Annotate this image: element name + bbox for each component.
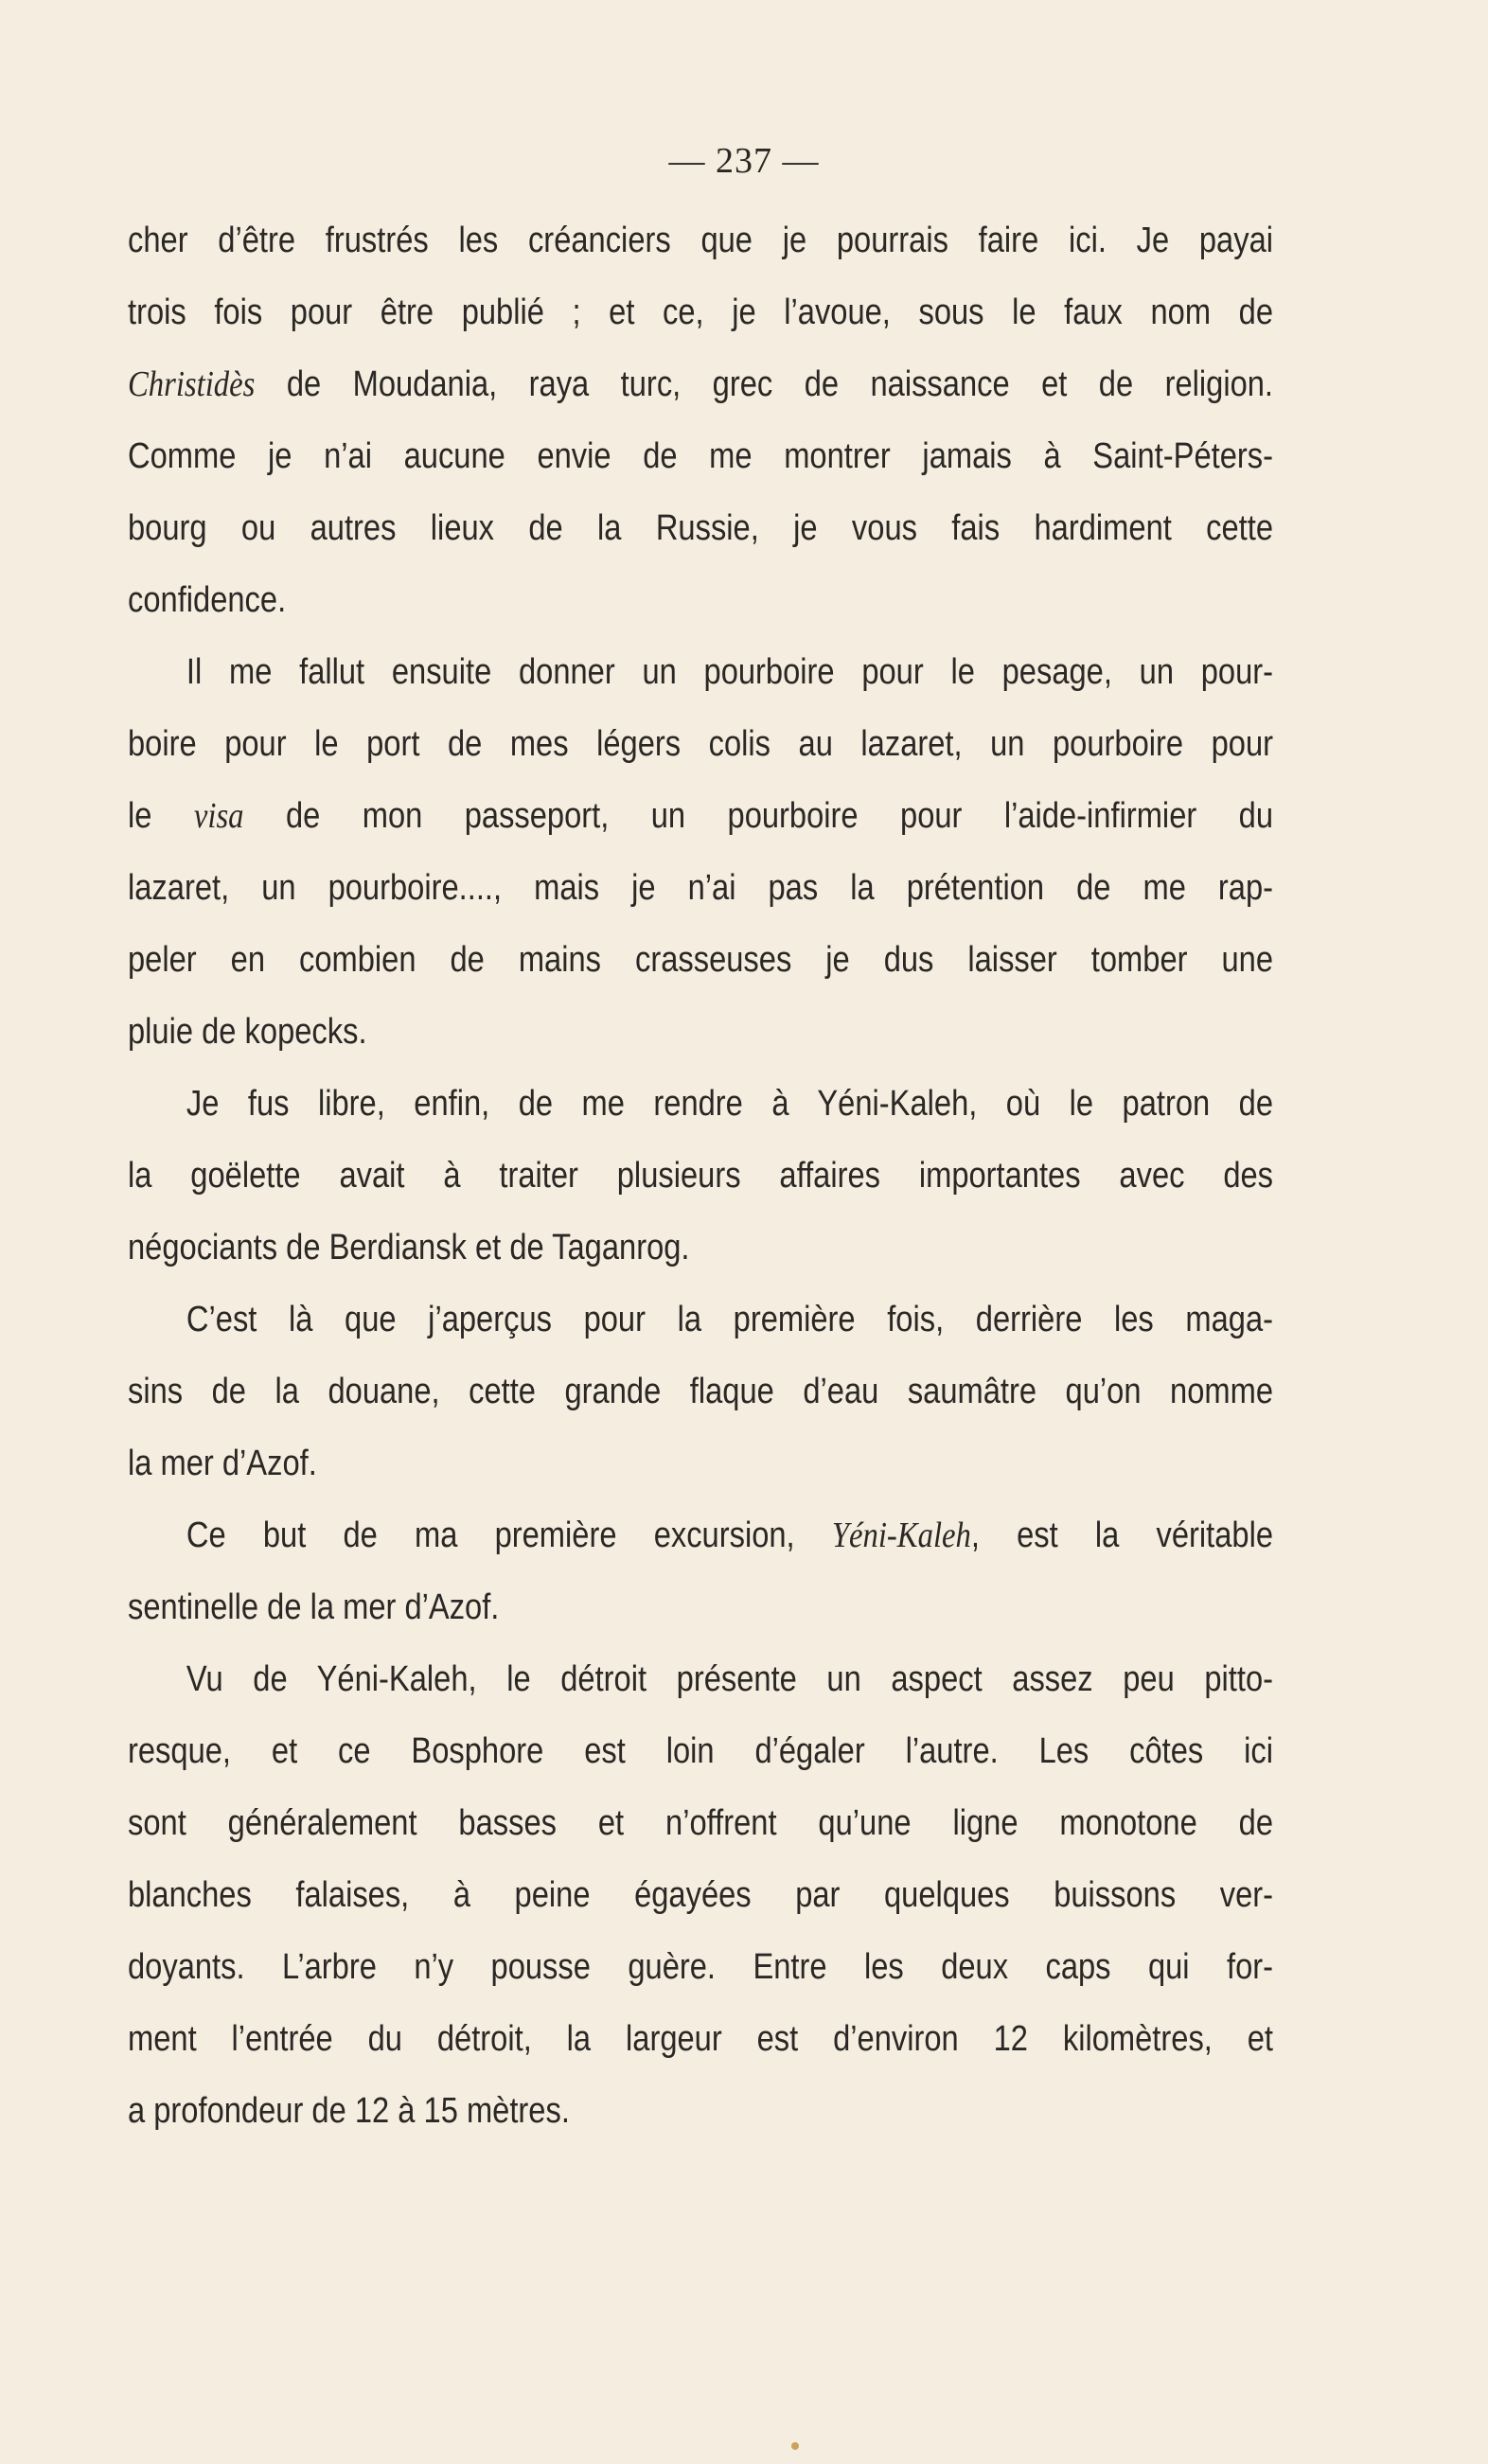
text-line: Comme je n’ai aucune envie de me montrer jamais à Saint-Péters- (128, 436, 1274, 476)
text-line-part: de Moudania, raya turc, grec de naissance et de religion. (255, 364, 1274, 404)
text-line: C’est là que j’aperçus pour la première fois, derrière les maga- (186, 1300, 1274, 1339)
text-line: Il me fallut ensuite donner un pourboire pour le pesage, un pour- (186, 652, 1274, 692)
text-line: resque, et ce Bosphore est loin d’égaler l’autre. Les côtes ici (128, 1731, 1274, 1771)
text-line: sont généralement basses et n’offrent qu’une ligne monotone de (128, 1803, 1274, 1843)
text-line: doyants. L’arbre n’y pousse guère. Entre les deux caps qui for- (128, 1947, 1274, 1987)
text-line-part: Ce but de ma première excursion, (186, 1516, 832, 1555)
body-text (128, 204, 1273, 2147)
text-line: pluie de kopecks. (128, 1012, 367, 1052)
text-line: trois fois pour être publié ; et ce, je l’avoue, sous le faux nom de (128, 292, 1274, 332)
text-line-part: le (128, 796, 194, 836)
text-line: peler en combien de mains crasseuses je dus laisser tomber une (128, 940, 1274, 980)
text-line: lazaret, un pourboire...., mais je n’ai pas la prétention de me rap- (128, 868, 1274, 908)
text-line: confidence. (128, 580, 287, 620)
ink-speck (791, 2442, 799, 2450)
page-number: — 237 — (668, 141, 820, 181)
text-line: cher d’être frustrés les créanciers que je pourrais faire ici. Je payai (128, 221, 1274, 260)
text-line: blanches falaises, à peine égayées par quelques buissons ver- (128, 1875, 1274, 1915)
text-line: boire pour le port de mes légers colis au lazaret, un pourboire pour (128, 724, 1274, 764)
text-line: sentinelle de la mer d’Azof. (128, 1587, 500, 1627)
text-line (128, 348, 1273, 420)
text-line: négociants de Berdiansk et de Taganrog. (128, 1228, 690, 1267)
text-line: la goëlette avait à traiter plusieurs affaires importantes avec des (128, 1156, 1274, 1196)
text-line: Je fus libre, enfin, de me rendre à Yéni-Kaleh, où le patron de (186, 1084, 1274, 1124)
text-line: a profondeur de 12 à 15 mètres. (128, 2091, 570, 2131)
italic-word: visa (193, 796, 244, 836)
text-line (128, 780, 1273, 852)
text-line: sins de la douane, cette grande flaque d’eau saumâtre qu’on nomme (128, 1372, 1274, 1411)
text-line: la mer d’Azof. (128, 1444, 317, 1483)
text-line-part: , est la véritable (970, 1516, 1274, 1555)
text-line: bourg ou autres lieux de la Russie, je vous fais hardiment cette (128, 508, 1274, 548)
italic-word: Yéni-Kaleh (831, 1516, 971, 1555)
text-line: Vu de Yéni-Kaleh, le détroit présente un aspect assez peu pitto- (186, 1659, 1274, 1699)
text-line (128, 1499, 1273, 1571)
text-line: ment l’entrée du détroit, la largeur est d’environ 12 kilomètres, et (128, 2019, 1274, 2059)
italic-word: Christidès (128, 364, 256, 404)
text-line-part: de mon passeport, un pourboire pour l’aide-infirmier du (243, 796, 1274, 836)
